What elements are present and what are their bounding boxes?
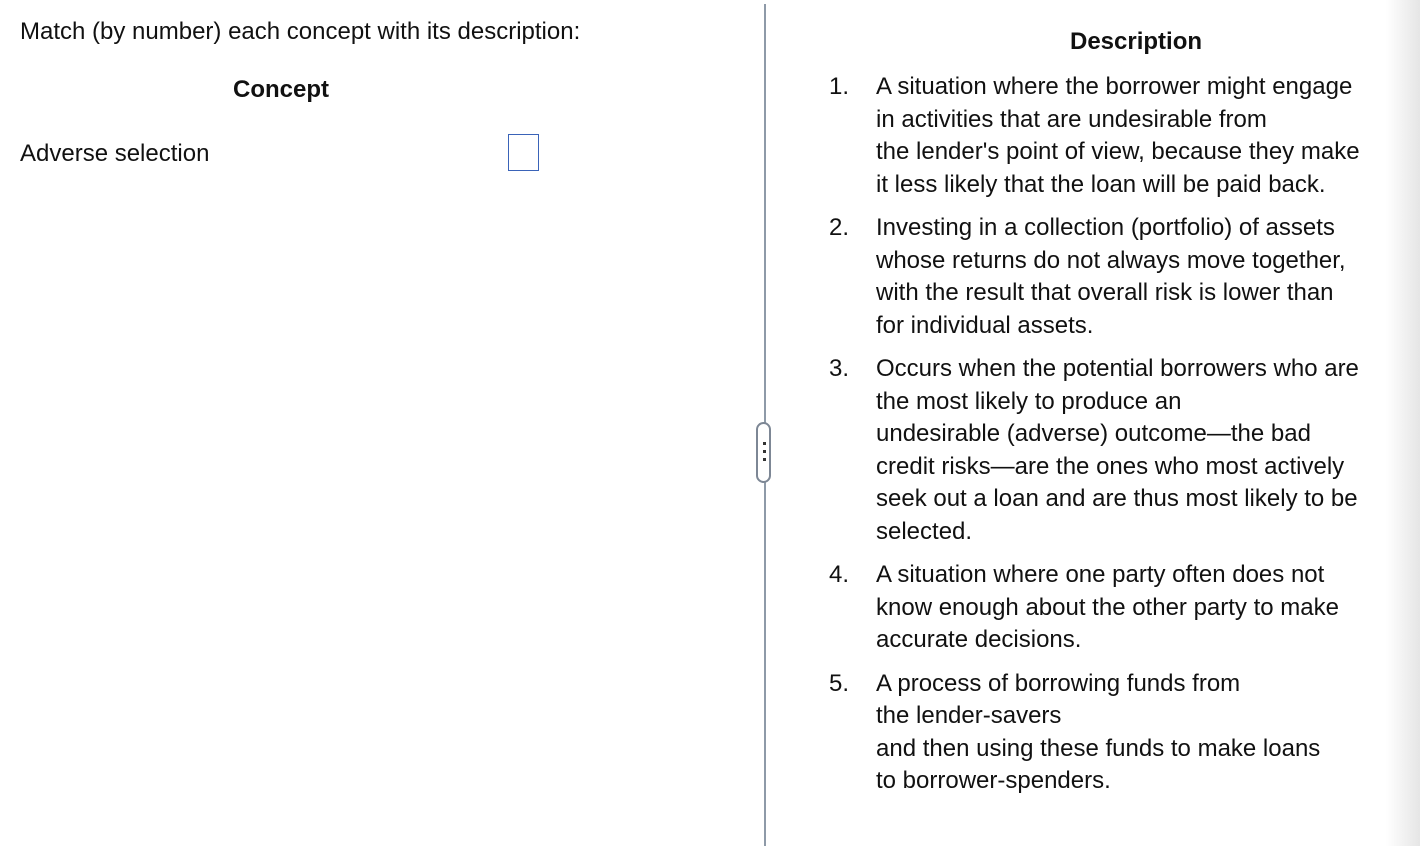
description-line: whose returns do not always move together, <box>876 246 1346 274</box>
description-column-header: Description <box>1070 28 1203 55</box>
description-number: 5. <box>829 669 850 697</box>
description-item <box>768 559 1420 657</box>
description-item <box>768 71 1420 201</box>
description-line: A situation where one party often does not <box>876 561 1325 588</box>
description-line: to borrower-spenders. <box>876 767 1111 794</box>
description-item <box>768 353 1420 548</box>
description-line: in activities that are undesirable from <box>876 105 1267 133</box>
description-number: 4. <box>829 561 850 588</box>
description-line: and then using these funds to make loans <box>876 734 1321 762</box>
description-line: A situation where the borrower might engage <box>876 73 1353 100</box>
description-number: 2. <box>829 214 850 241</box>
description-line: credit risks—are the ones who most actively <box>876 452 1345 480</box>
description-line: undesirable (adverse) outcome—the bad <box>876 420 1311 447</box>
description-text <box>876 668 1406 798</box>
description-line: know enough about the other party to make <box>876 593 1339 621</box>
description-line: accurate decisions. <box>876 626 1082 653</box>
description-number: 3. <box>829 355 850 382</box>
description-line: seek out a loan and are thus most likely to be <box>876 485 1358 512</box>
description-line: the most likely to produce an <box>876 387 1182 415</box>
description-text <box>876 559 1406 657</box>
description-line: Investing in a collection (portfolio) of assets <box>876 214 1335 241</box>
description-text <box>876 212 1406 342</box>
description-line: with the result that overall risk is lower than <box>876 279 1334 306</box>
description-number: 1. <box>829 73 850 100</box>
description-item <box>768 212 1420 342</box>
description-line: the lender's point of view, because they make <box>876 138 1360 165</box>
description-pane <box>768 0 1420 846</box>
concept-column-header: Concept <box>233 76 329 103</box>
description-line: selected. <box>876 517 973 545</box>
concept-row <box>20 133 560 175</box>
concept-label: Adverse selection <box>20 140 210 167</box>
description-text <box>876 71 1406 201</box>
description-line: A process of borrowing funds from <box>876 669 1241 697</box>
description-item <box>768 668 1420 798</box>
description-line: the lender-savers <box>876 702 1062 729</box>
instruction-text: Match (by number) each concept with its description: <box>20 18 581 45</box>
description-line: for individual assets. <box>876 311 1094 339</box>
description-list <box>768 71 1420 809</box>
description-line: it less likely that the loan will be paid back. <box>876 170 1326 198</box>
description-text <box>876 353 1406 548</box>
description-line: Occurs when the potential borrowers who are <box>876 355 1359 382</box>
answer-input[interactable] <box>508 134 539 171</box>
